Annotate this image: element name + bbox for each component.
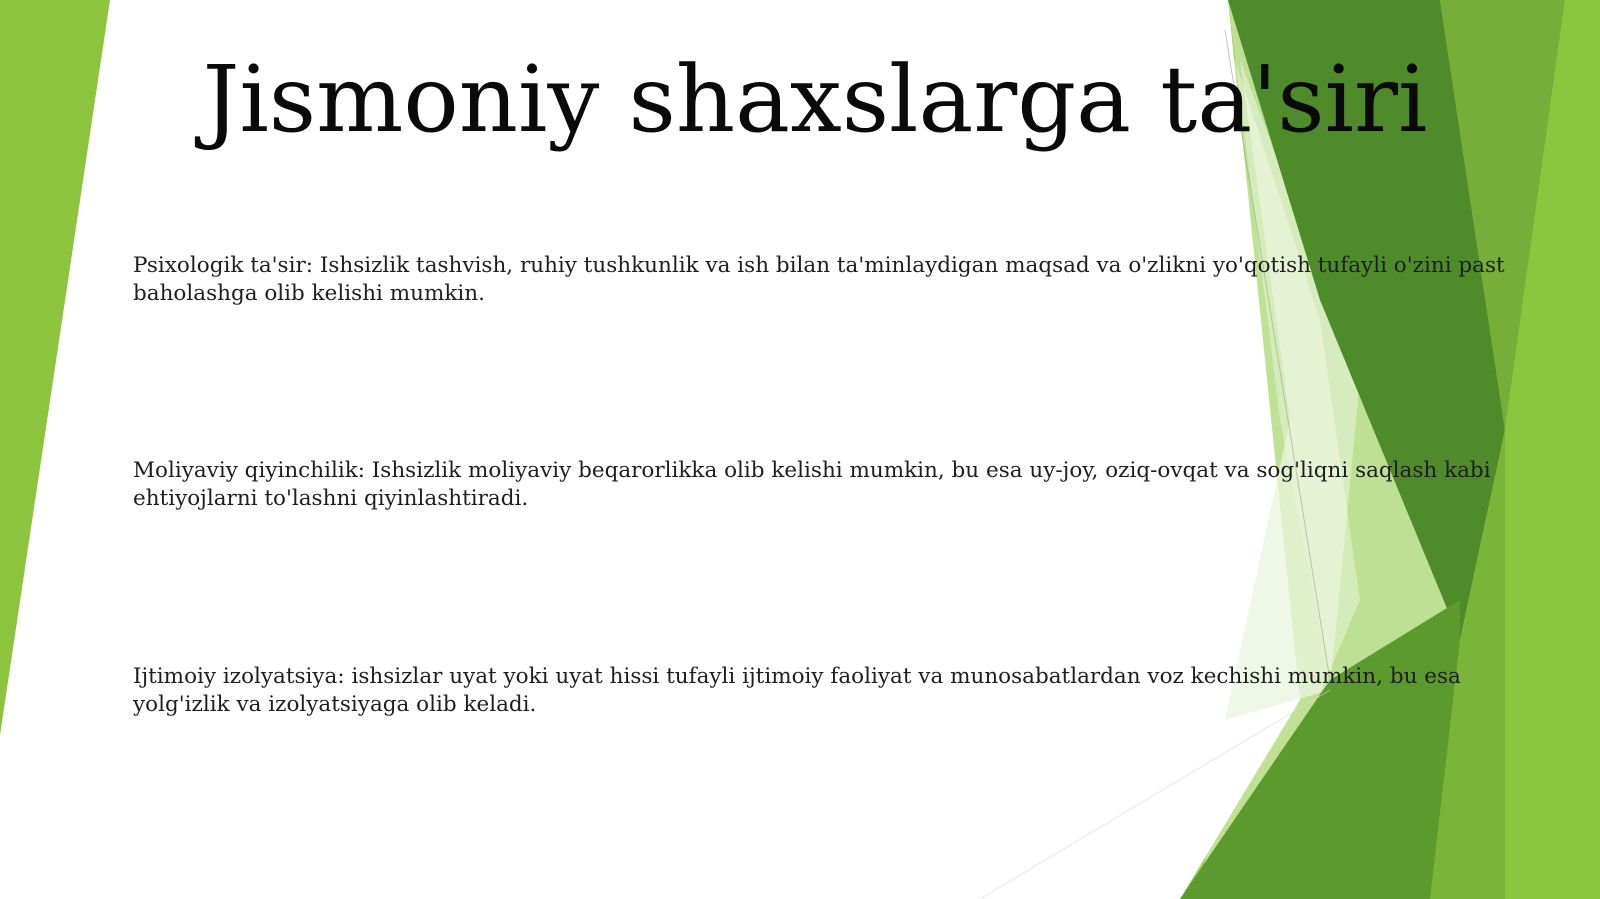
bullet-financial-hardship: Moliyaviy qiyinchilik: Ishsizlik moliyaviy beqarorlikka olib kelishi mumkin, bu esa uy-joy, oziq-ovqat va sog'liqni saqlash kabi ehtiyojlarni to'lashni qiyinlashtiradi. [133,458,1491,511]
left-green-strip [0,0,110,735]
slide-title: Jismoniy shaxslarga ta'siri [202,46,1428,153]
bullet-social-isolation: Ijtimoiy izolyatsiya: ishsizlar uyat yoki uyat hissi tufayli ijtimoiy faoliyat va munosabatlardan voz kechishi mumkin, bu esa yolg'izlik va izolyatsiyaga olib keladi. [133,664,1461,717]
bullet-psychological-impact: Psixologik ta'sir: Ishsizlik tashvish, ruhiy tushkunlik va ish bilan ta'minlaydigan maqsad va o'zlikni yo'qotish tufayli o'zini past baholashga olib kelishi mumkin. [133,253,1505,306]
